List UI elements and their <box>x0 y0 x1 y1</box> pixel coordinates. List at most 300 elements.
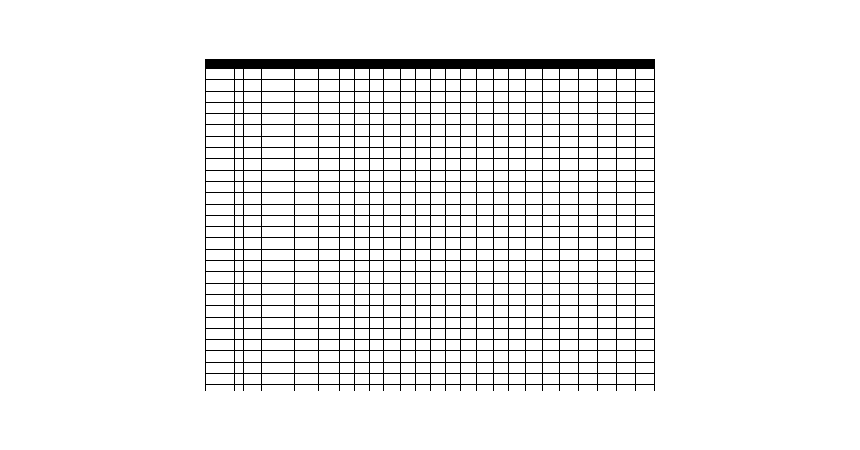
table-cell <box>559 80 578 91</box>
table-cell <box>234 317 244 328</box>
table-cell <box>369 328 384 339</box>
table-cell <box>294 306 318 317</box>
table-cell <box>635 340 654 351</box>
table-cell <box>319 125 340 136</box>
table-row <box>206 362 655 373</box>
table-cell <box>319 114 340 125</box>
column-header <box>244 60 262 69</box>
table-cell <box>477 204 494 215</box>
table-cell <box>206 306 235 317</box>
table-cell <box>354 114 369 125</box>
table-cell <box>234 159 244 170</box>
table-cell <box>559 306 578 317</box>
table-cell <box>559 362 578 373</box>
table-cell <box>635 374 654 385</box>
table-cell <box>206 125 235 136</box>
table-cell <box>616 272 635 283</box>
table-cell <box>578 80 597 91</box>
table-cell <box>578 69 597 80</box>
table-cell <box>319 385 340 391</box>
table-cell <box>597 125 616 136</box>
table-cell <box>616 283 635 294</box>
table-cell <box>445 136 460 147</box>
table-cell <box>445 204 460 215</box>
table-cell <box>354 80 369 91</box>
table-cell <box>261 351 294 362</box>
table-cell <box>559 317 578 328</box>
table-cell <box>494 159 509 170</box>
table-cell <box>354 227 369 238</box>
table-cell <box>319 170 340 181</box>
column-header <box>430 60 445 69</box>
table-cell <box>525 306 542 317</box>
table-cell <box>494 362 509 373</box>
table-cell <box>354 272 369 283</box>
table-cell <box>369 159 384 170</box>
table-cell <box>525 102 542 113</box>
table-cell <box>635 193 654 204</box>
table-cell <box>477 193 494 204</box>
table-cell <box>401 80 416 91</box>
table-cell <box>445 215 460 226</box>
table-cell <box>578 114 597 125</box>
table-row <box>206 148 655 159</box>
table-row <box>206 102 655 113</box>
table-cell <box>635 385 654 391</box>
table-cell <box>509 261 526 272</box>
table-cell <box>597 69 616 80</box>
table-cell <box>616 125 635 136</box>
table-cell <box>384 80 401 91</box>
table-cell <box>294 125 318 136</box>
table-cell <box>460 69 477 80</box>
table-cell <box>340 91 355 102</box>
table-cell <box>261 136 294 147</box>
table-cell <box>597 374 616 385</box>
table-cell <box>578 272 597 283</box>
table-cell <box>401 181 416 192</box>
table-cell <box>244 306 262 317</box>
table-cell <box>206 204 235 215</box>
table-cell <box>597 238 616 249</box>
table-cell <box>445 294 460 305</box>
column-header <box>261 60 294 69</box>
table-cell <box>477 328 494 339</box>
table-cell <box>578 238 597 249</box>
table-cell <box>635 170 654 181</box>
table-cell <box>477 385 494 391</box>
table-cell <box>597 351 616 362</box>
table-cell <box>597 91 616 102</box>
table-cell <box>319 91 340 102</box>
table-cell <box>578 215 597 226</box>
table-cell <box>369 125 384 136</box>
table-cell <box>384 114 401 125</box>
table-cell <box>354 374 369 385</box>
table-cell <box>206 215 235 226</box>
column-header <box>460 60 477 69</box>
table-cell <box>294 272 318 283</box>
table-cell <box>542 181 559 192</box>
table-cell <box>261 215 294 226</box>
table-cell <box>354 204 369 215</box>
table-cell <box>294 204 318 215</box>
table-cell <box>340 204 355 215</box>
column-header <box>542 60 559 69</box>
table-cell <box>477 170 494 181</box>
table-cell <box>234 69 244 80</box>
table-cell <box>354 181 369 192</box>
table-cell <box>477 272 494 283</box>
table-cell <box>460 306 477 317</box>
table-cell <box>494 272 509 283</box>
table-cell <box>616 204 635 215</box>
column-header <box>635 60 654 69</box>
table-cell <box>401 170 416 181</box>
table-cell <box>578 261 597 272</box>
table-cell <box>369 181 384 192</box>
table-cell <box>578 340 597 351</box>
table-cell <box>430 317 445 328</box>
table-cell <box>401 91 416 102</box>
table-cell <box>635 125 654 136</box>
table-cell <box>509 294 526 305</box>
table-cell <box>597 328 616 339</box>
table-cell <box>384 204 401 215</box>
table-cell <box>494 204 509 215</box>
table-cell <box>234 125 244 136</box>
table-cell <box>244 80 262 91</box>
table-row <box>206 136 655 147</box>
table-cell <box>354 249 369 260</box>
table-cell <box>430 193 445 204</box>
table-row <box>206 306 655 317</box>
table-cell <box>261 170 294 181</box>
table-cell <box>340 261 355 272</box>
table-cell <box>559 148 578 159</box>
table-cell <box>597 215 616 226</box>
table-cell <box>416 193 431 204</box>
table-cell <box>509 227 526 238</box>
table-cell <box>542 204 559 215</box>
table-row <box>206 204 655 215</box>
table-cell <box>616 193 635 204</box>
table-cell <box>261 227 294 238</box>
table-cell <box>234 306 244 317</box>
table-cell <box>416 249 431 260</box>
table-cell <box>430 272 445 283</box>
table-cell <box>578 351 597 362</box>
table-cell <box>319 272 340 283</box>
table-cell <box>477 159 494 170</box>
table-cell <box>509 351 526 362</box>
table-cell <box>294 294 318 305</box>
table-cell <box>384 362 401 373</box>
table-cell <box>244 148 262 159</box>
table-cell <box>340 317 355 328</box>
table-cell <box>635 261 654 272</box>
table-cell <box>319 227 340 238</box>
table-cell <box>542 136 559 147</box>
table-cell <box>384 272 401 283</box>
table-cell <box>340 193 355 204</box>
table-cell <box>401 351 416 362</box>
table-cell <box>494 317 509 328</box>
table-cell <box>416 340 431 351</box>
table-cell <box>294 80 318 91</box>
table-cell <box>294 102 318 113</box>
table-cell <box>319 181 340 192</box>
table-cell <box>401 283 416 294</box>
table-cell <box>578 125 597 136</box>
table-cell <box>244 294 262 305</box>
table-cell <box>384 340 401 351</box>
table-cell <box>206 114 235 125</box>
table-cell <box>384 328 401 339</box>
table-cell <box>559 193 578 204</box>
table-cell <box>542 148 559 159</box>
table-cell <box>369 351 384 362</box>
table-cell <box>206 351 235 362</box>
column-header <box>294 60 318 69</box>
table-cell <box>597 294 616 305</box>
table-cell <box>401 215 416 226</box>
table-cell <box>340 114 355 125</box>
column-header <box>494 60 509 69</box>
table-cell <box>578 374 597 385</box>
table-cell <box>635 91 654 102</box>
table-cell <box>616 238 635 249</box>
table-cell <box>635 317 654 328</box>
table-cell <box>294 328 318 339</box>
table-cell <box>369 238 384 249</box>
table-cell <box>525 125 542 136</box>
table-cell <box>384 283 401 294</box>
table-cell <box>294 114 318 125</box>
table-cell <box>416 102 431 113</box>
table-cell <box>597 317 616 328</box>
table-cell <box>445 80 460 91</box>
column-header <box>401 60 416 69</box>
table-cell <box>340 136 355 147</box>
table-cell <box>542 159 559 170</box>
table-cell <box>460 328 477 339</box>
table-cell <box>261 69 294 80</box>
table-cell <box>494 351 509 362</box>
table-cell <box>477 125 494 136</box>
table-cell <box>354 294 369 305</box>
table-cell <box>559 340 578 351</box>
table-cell <box>597 80 616 91</box>
table-cell <box>261 125 294 136</box>
table-cell <box>616 159 635 170</box>
table-cell <box>206 148 235 159</box>
table-cell <box>477 148 494 159</box>
table-cell <box>509 215 526 226</box>
table-cell <box>261 385 294 391</box>
table-cell <box>559 159 578 170</box>
table-cell <box>616 374 635 385</box>
table-cell <box>234 272 244 283</box>
table-cell <box>416 114 431 125</box>
table-cell <box>635 181 654 192</box>
table-cell <box>494 170 509 181</box>
table-cell <box>494 385 509 391</box>
table-cell <box>616 261 635 272</box>
table-cell <box>445 317 460 328</box>
table-cell <box>578 328 597 339</box>
table-row <box>206 351 655 362</box>
table-cell <box>445 340 460 351</box>
table-cell <box>369 193 384 204</box>
table-cell <box>294 170 318 181</box>
table-cell <box>430 148 445 159</box>
table-cell <box>354 69 369 80</box>
table-cell <box>354 125 369 136</box>
table-cell <box>384 91 401 102</box>
table-cell <box>354 159 369 170</box>
table-cell <box>445 283 460 294</box>
table-cell <box>578 385 597 391</box>
table-cell <box>244 351 262 362</box>
table-cell <box>354 261 369 272</box>
table-cell <box>340 102 355 113</box>
table-cell <box>509 204 526 215</box>
table-cell <box>445 170 460 181</box>
table-cell <box>597 170 616 181</box>
table-cell <box>430 283 445 294</box>
table-cell <box>430 294 445 305</box>
table-cell <box>340 181 355 192</box>
table-cell <box>206 261 235 272</box>
table-cell <box>244 272 262 283</box>
table-cell <box>525 385 542 391</box>
table-cell <box>234 238 244 249</box>
table-cell <box>294 340 318 351</box>
table-cell <box>525 283 542 294</box>
table-cell <box>234 136 244 147</box>
table-cell <box>597 283 616 294</box>
table-cell <box>445 114 460 125</box>
table-cell <box>509 69 526 80</box>
table-cell <box>635 114 654 125</box>
table-cell <box>261 193 294 204</box>
table-cell <box>244 170 262 181</box>
table-cell <box>616 385 635 391</box>
table-cell <box>261 283 294 294</box>
table-cell <box>206 91 235 102</box>
table-cell <box>430 91 445 102</box>
table-cell <box>460 181 477 192</box>
table-cell <box>319 215 340 226</box>
column-header <box>445 60 460 69</box>
table-cell <box>559 114 578 125</box>
table-cell <box>477 227 494 238</box>
table-cell <box>401 227 416 238</box>
table-cell <box>559 136 578 147</box>
table-cell <box>319 204 340 215</box>
table-cell <box>542 227 559 238</box>
table-cell <box>477 102 494 113</box>
table-cell <box>542 249 559 260</box>
table-cell <box>244 340 262 351</box>
table-cell <box>244 283 262 294</box>
table-cell <box>509 238 526 249</box>
table-cell <box>509 102 526 113</box>
table-cell <box>477 261 494 272</box>
table-row <box>206 340 655 351</box>
table-cell <box>477 340 494 351</box>
table-cell <box>597 306 616 317</box>
table-cell <box>354 148 369 159</box>
table-cell <box>384 294 401 305</box>
table-cell <box>430 204 445 215</box>
table-cell <box>445 272 460 283</box>
table-cell <box>384 249 401 260</box>
table-cell <box>416 170 431 181</box>
table-row <box>206 193 655 204</box>
table-cell <box>445 351 460 362</box>
table-cell <box>445 102 460 113</box>
table-cell <box>430 215 445 226</box>
table-cell <box>494 249 509 260</box>
column-header <box>319 60 340 69</box>
table-cell <box>244 136 262 147</box>
table-cell <box>559 294 578 305</box>
table-cell <box>494 193 509 204</box>
table-cell <box>477 249 494 260</box>
table-cell <box>559 227 578 238</box>
table-cell <box>401 249 416 260</box>
table-cell <box>369 91 384 102</box>
table-cell <box>234 362 244 373</box>
table-cell <box>616 249 635 260</box>
table-cell <box>494 306 509 317</box>
table-cell <box>525 204 542 215</box>
table-cell <box>234 148 244 159</box>
table-cell <box>460 159 477 170</box>
table-cell <box>509 159 526 170</box>
table-cell <box>206 272 235 283</box>
table-cell <box>525 80 542 91</box>
table-cell <box>294 91 318 102</box>
table-cell <box>460 351 477 362</box>
table-row <box>206 69 655 80</box>
table-row <box>206 215 655 226</box>
table-cell <box>460 227 477 238</box>
table-cell <box>445 193 460 204</box>
table-cell <box>509 136 526 147</box>
table-cell <box>542 362 559 373</box>
table-row <box>206 181 655 192</box>
table-cell <box>416 136 431 147</box>
table-cell <box>477 374 494 385</box>
table-cell <box>430 351 445 362</box>
table-cell <box>369 80 384 91</box>
column-header <box>354 60 369 69</box>
table-cell <box>635 159 654 170</box>
table-cell <box>261 317 294 328</box>
table-cell <box>384 306 401 317</box>
table-cell <box>319 136 340 147</box>
table-cell <box>635 148 654 159</box>
table-cell <box>244 102 262 113</box>
table-cell <box>509 272 526 283</box>
table-cell <box>542 294 559 305</box>
table-cell <box>445 385 460 391</box>
table-cell <box>542 238 559 249</box>
table-cell <box>578 283 597 294</box>
